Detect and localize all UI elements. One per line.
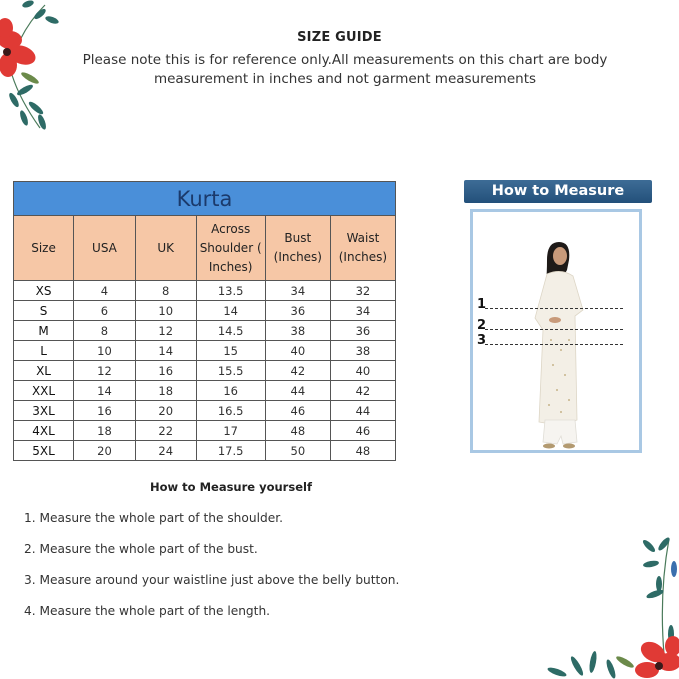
usa-cell: 10 <box>74 341 136 361</box>
column-header-usa: USA <box>74 216 136 281</box>
instruction-step: 1. Measure the whole part of the shoulder. <box>24 511 283 525</box>
bust-cell: 36 <box>265 301 330 321</box>
shoulder-cell: 17 <box>196 421 265 441</box>
bust-measure-line <box>485 329 623 330</box>
instructions-list <box>24 510 399 634</box>
shoulder-cell: 16.5 <box>196 401 265 421</box>
bust-cell: 34 <box>265 281 330 301</box>
table-row <box>14 441 396 461</box>
instruction-step: 3. Measure around your waistline just above the belly button. <box>24 573 400 587</box>
usa-cell: 6 <box>74 301 136 321</box>
uk-cell: 12 <box>135 321 196 341</box>
table-header-row <box>14 216 396 281</box>
uk-cell: 24 <box>135 441 196 461</box>
shoulder-cell: 17.5 <box>196 441 265 461</box>
how-to-measure-panel <box>464 180 652 456</box>
floral-decoration-icon <box>529 534 679 679</box>
column-header-size: Size <box>14 216 74 281</box>
bust-cell: 38 <box>265 321 330 341</box>
reference-note: Please note this is for reference only.All measurements on this chart are body measurement in inches and not garment measurements <box>82 52 608 87</box>
instruction-step: 2. Measure the whole part of the bust. <box>24 542 258 556</box>
usa-cell: 14 <box>74 381 136 401</box>
table-row <box>14 341 396 361</box>
size-cell: XXL <box>14 381 74 401</box>
instructions-title: How to Measure yourself <box>150 480 312 494</box>
table-title: Kurta <box>14 182 396 216</box>
size-cell: 5XL <box>14 441 74 461</box>
usa-cell: 18 <box>74 421 136 441</box>
size-cell: 4XL <box>14 421 74 441</box>
shoulder-cell: 15.5 <box>196 361 265 381</box>
waist-cell: 48 <box>330 441 395 461</box>
bust-cell: 42 <box>265 361 330 381</box>
usa-cell: 20 <box>74 441 136 461</box>
waist-cell: 32 <box>330 281 395 301</box>
waist-measure-line <box>485 344 623 345</box>
shoulder-cell: 14 <box>196 301 265 321</box>
size-cell: S <box>14 301 74 321</box>
usa-cell: 16 <box>74 401 136 421</box>
shoulder-measure-line <box>485 308 623 309</box>
waist-cell: 38 <box>330 341 395 361</box>
waist-cell: 34 <box>330 301 395 321</box>
column-header-waist: Waist (Inches) <box>330 216 395 281</box>
uk-cell: 10 <box>135 301 196 321</box>
table-row <box>14 301 396 321</box>
size-cell: M <box>14 321 74 341</box>
size-cell: XL <box>14 361 74 381</box>
table-row <box>14 281 396 301</box>
waist-cell: 46 <box>330 421 395 441</box>
table-row <box>14 361 396 381</box>
uk-cell: 18 <box>135 381 196 401</box>
model-image-frame <box>470 209 642 453</box>
marker-1-label: 1 <box>477 297 487 312</box>
waist-cell: 40 <box>330 361 395 381</box>
uk-cell: 14 <box>135 341 196 361</box>
bust-cell: 44 <box>265 381 330 401</box>
shoulder-cell: 13.5 <box>196 281 265 301</box>
waist-cell: 36 <box>330 321 395 341</box>
bust-cell: 46 <box>265 401 330 421</box>
column-header-uk: UK <box>135 216 196 281</box>
waist-cell: 42 <box>330 381 395 401</box>
uk-cell: 8 <box>135 281 196 301</box>
bust-cell: 50 <box>265 441 330 461</box>
shoulder-cell: 15 <box>196 341 265 361</box>
usa-cell: 12 <box>74 361 136 381</box>
table-row <box>14 401 396 421</box>
table-row <box>14 381 396 401</box>
table-row <box>14 321 396 341</box>
size-cell: 3XL <box>14 401 74 421</box>
bust-cell: 48 <box>265 421 330 441</box>
uk-cell: 16 <box>135 361 196 381</box>
table-row <box>14 421 396 441</box>
marker-3-label: 3 <box>477 333 487 348</box>
uk-cell: 20 <box>135 401 196 421</box>
model-figure-icon <box>517 240 597 452</box>
marker-2-label: 2 <box>477 318 487 333</box>
uk-cell: 22 <box>135 421 196 441</box>
instruction-step: 4. Measure the whole part of the length. <box>24 604 271 618</box>
column-header-shoulder: Across Shoulder ( Inches) <box>196 216 265 281</box>
size-chart-table <box>13 181 396 461</box>
waist-cell: 44 <box>330 401 395 421</box>
page-title: SIZE GUIDE <box>297 30 382 45</box>
column-header-bust: Bust (Inches) <box>265 216 330 281</box>
shoulder-cell: 14.5 <box>196 321 265 341</box>
usa-cell: 8 <box>74 321 136 341</box>
usa-cell: 4 <box>74 281 136 301</box>
size-cell: XS <box>14 281 74 301</box>
bust-cell: 40 <box>265 341 330 361</box>
how-to-measure-header: How to Measure <box>464 180 652 203</box>
size-cell: L <box>14 341 74 361</box>
shoulder-cell: 16 <box>196 381 265 401</box>
